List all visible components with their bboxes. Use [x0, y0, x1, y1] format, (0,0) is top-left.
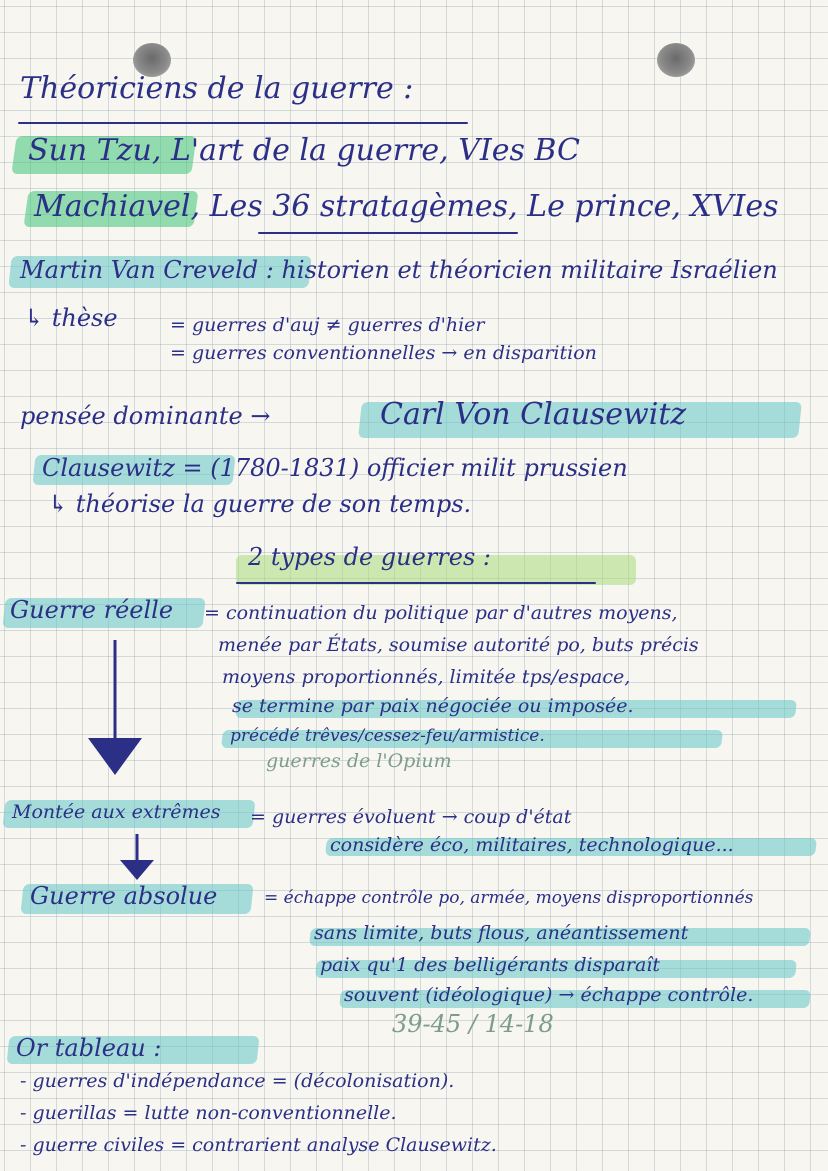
dominant-name: Carl Von Clausewitz [380, 397, 687, 432]
dominant-text: pensée dominante → [20, 402, 271, 430]
list-item: - guerres d'indépendance = (décolonisation). [20, 1070, 455, 1092]
clausewitz-theorise: ↳ théorise la guerre de son temps. [48, 490, 472, 518]
clausewitz-row [42, 456, 628, 480]
guerre-reelle-line-1: = continuation du politique par d'autres moyens, [204, 602, 678, 624]
clausewitz-dates: = (1780-1831) officier milit prussien [174, 454, 628, 482]
these-line-1: = guerres d'auj ≠ guerres d'hier [170, 314, 485, 336]
these-row [24, 306, 118, 330]
montee-line-1: = guerres évoluent → coup d'état [250, 806, 572, 828]
title-underline [18, 122, 468, 124]
these-label: thèse [51, 304, 118, 332]
theorist-name: Machiavel [34, 189, 191, 224]
guerre-reelle-line-5: précédé trêves/cessez-feu/armistice. [230, 726, 545, 746]
montee-label: Montée aux extrêmes [12, 801, 221, 823]
or-tableau-title: Or tableau : [16, 1034, 162, 1062]
guerre-reelle-line-4: se termine par paix négociée ou imposée. [232, 695, 634, 717]
types-underline [236, 582, 596, 584]
list-item: - guerre civiles = contrarient analyse Clausewitz. [20, 1134, 497, 1156]
list-item: - guerillas = lutte non-conventionnelle. [20, 1102, 397, 1124]
types-title: 2 types de guerres : [248, 543, 492, 571]
guerre-absolue-line-1: = échappe contrôle po, armée, moyens disproportionnés [264, 888, 754, 908]
theorist-name: Martin Van Creveld [20, 256, 259, 284]
theorist-detail: , L'art de la guerre, VIes BC [151, 133, 580, 168]
guerre-absolue-line-2: sans limite, buts flous, anéantissement [314, 922, 689, 944]
opium-note: guerres de l'Opium [266, 750, 452, 772]
guerre-reelle-line-2: menée par États, soumise autorité po, buts précis [218, 634, 699, 656]
guerre-reelle-line-3: moyens proportionnés, limitée tps/espace, [222, 666, 631, 688]
punch-hole-right [657, 43, 695, 77]
guerre-reelle-label: Guerre réelle [10, 596, 174, 624]
stratagemes-underline [258, 232, 518, 234]
guerre-absolue-line-3: paix qu'1 des belligérants disparaît [320, 954, 660, 976]
guerre-absolue-label: Guerre absolue [30, 882, 218, 910]
guerre-absolue-line-4: souvent (idéologique) → échappe contrôle. [344, 984, 754, 1006]
montee-line-2: considère éco, militaires, technologique... [330, 834, 734, 856]
small-down-arrow-icon [112, 834, 162, 884]
theorist-detail: , Les 36 stratagèmes, Le prince, XVIes [190, 189, 779, 224]
theorist-row-1 [28, 133, 580, 168]
theorist-detail: : historien et théoricien militaire Israélien [258, 256, 778, 284]
page-title: Théoriciens de la guerre : [20, 71, 414, 106]
down-arrow-icon [80, 640, 150, 780]
theorist-name: Sun Tzu [28, 133, 152, 168]
clausewitz-name: Clausewitz [42, 454, 175, 482]
these-line-2: = guerres conventionnelles → en disparition [170, 342, 597, 364]
theorist-row-2 [34, 189, 779, 224]
arrow-icon: ↳ [24, 304, 45, 332]
theorist-row-3 [20, 258, 778, 282]
dates-note: 39-45 / 14-18 [392, 1010, 554, 1038]
